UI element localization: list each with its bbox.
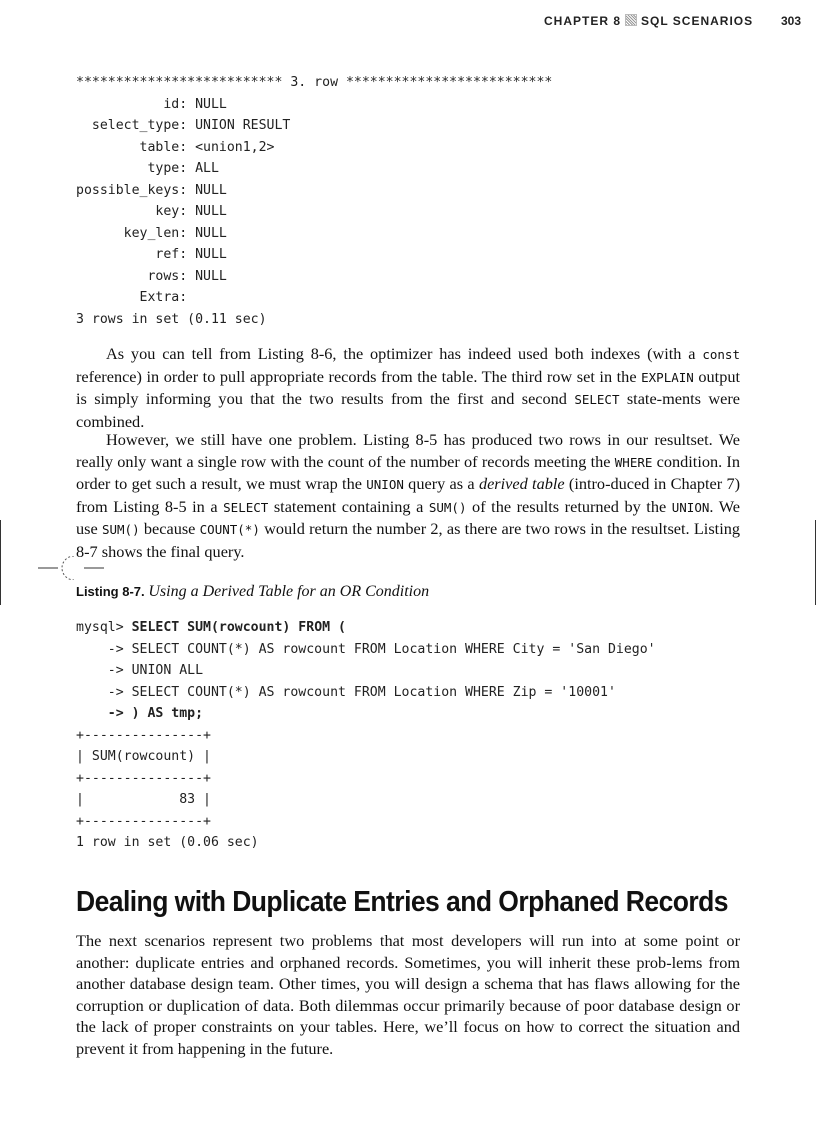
listing-caption bbox=[76, 583, 429, 601]
paragraph-scenarios: The next scenarios represent two problems that most developers will run into at some point or another: duplicate entries and orphaned records. Sometimes, you will inherit these prob-lems from another database design team. Other times, you will design a schema that has flaws allowing for the corruption or duplication of data. Both dilemmas occur primarily because of poor database design or the lack of proper constraints on your tables. Here, we’ll focus on how to correct the situation and prevent it from happening in the future. bbox=[76, 931, 740, 1058]
explain-output: ************************** 3. row ************************** id: NULL select_type: UNION RESULT table: <union1,2> type: ALL possible_keys: NULL key: NULL key_len: NULL ref: NULL rows: NULL Extra: 3 rows in set (0.11 sec) bbox=[76, 75, 553, 327]
running-header bbox=[0, 12, 816, 34]
paragraph-derived-table: However, we still have one problem. Listing 8-5 has produced two rows in our resultset. We really only want a single row with the count of the number of records meeting the WHERE condition. In order to get such a result, we must wrap the UNION query as a derived table (intro-duced in Chapter 7) from Listing 8-5 in a SELECT statement containing a SUM() of the results returned by the UNION. We use SUM() because COUNT(*) would return the number 2, as there are two rows in the resultset. Listing 8-7 shows the final query. bbox=[76, 430, 741, 561]
section-heading: Dealing with Duplicate Entries and Orphaned Records bbox=[76, 886, 728, 918]
chapter-title: CHAPTER 8 SQL SCENARIOS bbox=[544, 14, 754, 28]
separator-icon bbox=[625, 14, 637, 26]
paragraph-optimizer: As you can tell from Listing 8-6, the optimizer has indeed used both indexes (with a const reference) in order to pull appropriate records from the table. The third row set in the EXPLAIN output is simply informing you that the two results from the first and second SELECT state-ments were combined. bbox=[76, 344, 740, 431]
query-listing: mysql> SELECT SUM(rowcount) FROM ( -> SELECT COUNT(*) AS rowcount FROM Location WHERE City = 'San Diego' -> UNION ALL -> SELECT COUNT(*) AS rowcount FROM Location WHERE Zip = '10001' -> ) AS tmp; +---------------+ | SUM(rowcount) | +---------------+ | 83 | +---------------+ 1 row in set (0.06 sec) bbox=[76, 620, 656, 850]
listing-title: Using a Derived Table for an OR Condition bbox=[148, 583, 430, 600]
page-edge-left bbox=[0, 520, 1, 605]
page-number: 303 bbox=[781, 14, 802, 28]
listing-label: Listing 8-7. bbox=[76, 584, 145, 599]
crop-mark-icon bbox=[38, 556, 104, 580]
